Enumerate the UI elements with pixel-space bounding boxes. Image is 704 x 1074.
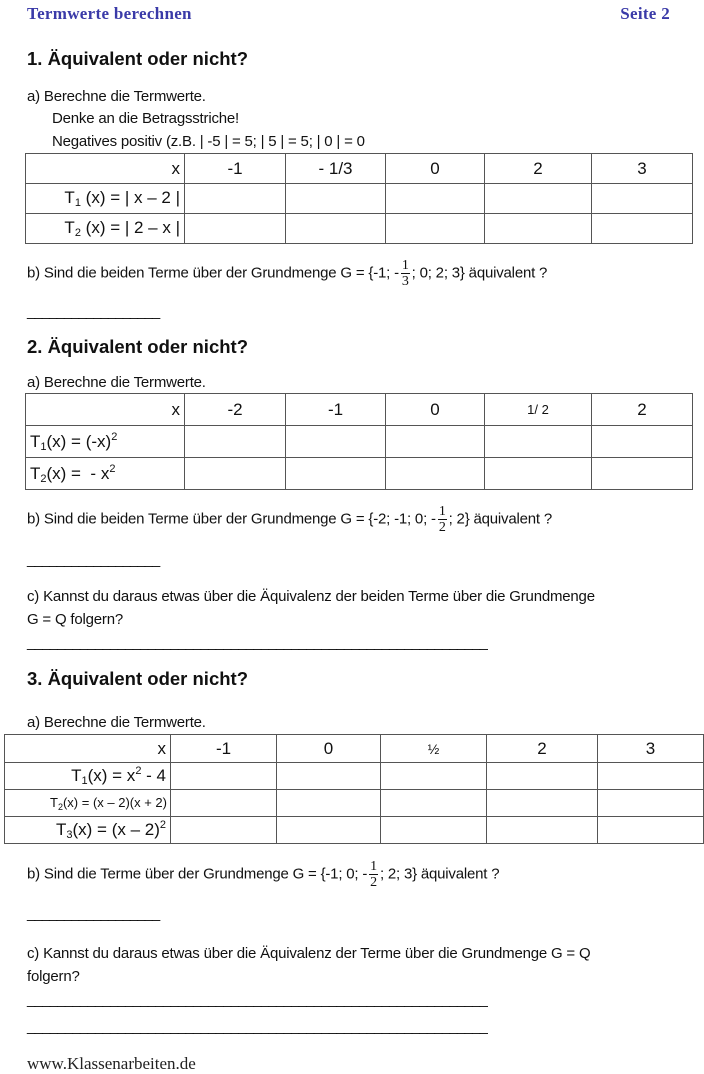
term-label	[5, 763, 171, 790]
task-1-a-label: a) Berechne die Termwerte.	[27, 88, 206, 105]
answer-cell[interactable]	[381, 790, 487, 817]
x-value: -2	[185, 394, 286, 426]
x-label: x	[26, 154, 185, 184]
x-value: 0	[277, 735, 381, 763]
answer-cell[interactable]	[381, 763, 487, 790]
answer-cell[interactable]	[286, 184, 386, 214]
term-name: T	[64, 188, 75, 207]
x-label: x	[5, 735, 171, 763]
term-label	[5, 817, 171, 844]
term-index: 1	[40, 440, 47, 453]
question-text: ; 2} äquivalent ?	[448, 510, 552, 528]
x-value: 2	[592, 394, 693, 426]
task-2-c-question-line-1: c) Kannst du daraus etwas über die Äquivalenz der beiden Terme über die Grundmenge	[27, 588, 595, 605]
answer-cell[interactable]	[185, 184, 286, 214]
term-name: T	[55, 820, 67, 839]
term-index: 2	[74, 227, 81, 239]
table-row	[26, 214, 693, 244]
answer-cell[interactable]	[386, 426, 485, 458]
x-value: 1/ 2	[485, 394, 592, 426]
term-expression-end: - 4	[141, 766, 166, 785]
answer-cell[interactable]	[487, 790, 598, 817]
term-expression: (x) = | x – 2 |	[80, 188, 180, 207]
task-3-heading: 3. Äquivalent oder nicht?	[27, 668, 248, 689]
answer-cell[interactable]	[592, 214, 693, 244]
answer-cell[interactable]	[487, 817, 598, 844]
task-3-b-question	[27, 859, 499, 890]
fraction-numerator: 1	[401, 258, 409, 273]
table-header-row	[26, 394, 693, 426]
x-value: 2	[485, 154, 592, 184]
task-3-a-label: a) Berechne die Termwerte.	[27, 714, 206, 731]
task-2-b-question	[27, 504, 552, 535]
answer-cell[interactable]	[171, 790, 277, 817]
term-index: 2	[57, 801, 63, 812]
term-expression: (x) = (-x)	[46, 431, 112, 451]
term-expression: (x) = | 2 – x |	[80, 218, 180, 237]
fraction-denominator: 2	[370, 875, 377, 890]
answer-line[interactable]: __________________	[27, 303, 160, 320]
term-name: T	[30, 463, 41, 483]
fraction	[401, 258, 410, 289]
term-expression: (x) = x	[87, 766, 136, 785]
answer-cell[interactable]	[592, 426, 693, 458]
answer-line[interactable]: __________________	[27, 551, 160, 568]
answer-cell[interactable]	[185, 458, 286, 490]
task-2-table	[25, 393, 693, 490]
x-value: ½	[381, 735, 487, 763]
answer-cell[interactable]	[171, 763, 277, 790]
term-index: 2	[40, 472, 47, 485]
term-name: T	[71, 766, 82, 785]
question-text: ; 2; 3} äquivalent ?	[379, 865, 500, 883]
answer-cell[interactable]	[286, 458, 386, 490]
x-value: -1	[171, 735, 277, 763]
answer-cell[interactable]	[598, 790, 704, 817]
answer-cell[interactable]	[485, 184, 592, 214]
answer-cell[interactable]	[386, 458, 485, 490]
fraction-numerator: 1	[370, 859, 377, 874]
x-value: 2	[487, 735, 598, 763]
answer-cell[interactable]	[277, 763, 381, 790]
task-2-heading: 2. Äquivalent oder nicht?	[27, 336, 248, 357]
term-label	[26, 184, 185, 214]
page-number: Seite 2	[620, 4, 670, 23]
fraction	[369, 859, 378, 890]
task-1-table	[25, 153, 693, 244]
x-value: -1	[185, 154, 286, 184]
answer-cell[interactable]	[185, 426, 286, 458]
task-3-c-question-line-2: folgern?	[27, 968, 80, 985]
term-expression: (x) = (x – 2)(x + 2)	[62, 794, 167, 810]
question-text: b) Sind die beiden Terme über der Grundmenge G = {-2; -1; 0; -	[27, 510, 436, 528]
fraction-denominator: 3	[401, 274, 409, 289]
term-index: 3	[66, 829, 73, 841]
answer-cell[interactable]	[592, 184, 693, 214]
term-name: T	[30, 431, 41, 451]
x-label: x	[26, 394, 185, 426]
answer-cell[interactable]	[171, 817, 277, 844]
answer-line[interactable]: _____________________________________________________________	[27, 634, 488, 651]
task-3-table	[4, 734, 704, 844]
task-1-hint-1: Denke an die Betragsstriche!	[52, 110, 240, 127]
x-value: 3	[592, 154, 693, 184]
x-value: 0	[386, 394, 485, 426]
answer-cell[interactable]	[592, 458, 693, 490]
table-header-row	[5, 735, 704, 763]
answer-cell[interactable]	[381, 817, 487, 844]
answer-cell[interactable]	[277, 817, 381, 844]
term-name: T	[64, 218, 75, 237]
question-text: b) Sind die Terme über der Grundmenge G = {-1; 0; -	[27, 865, 368, 883]
term-label	[5, 790, 171, 817]
answer-cell[interactable]	[485, 458, 592, 490]
x-value: 0	[386, 154, 485, 184]
term-exponent: 2	[159, 819, 166, 831]
answer-cell[interactable]	[386, 184, 485, 214]
answer-line[interactable]: _____________________________________________________________	[27, 991, 488, 1008]
answer-cell[interactable]	[485, 214, 592, 244]
term-label	[26, 214, 185, 244]
task-2-c-question-line-2: G = Q folgern?	[27, 611, 124, 628]
answer-cell[interactable]	[286, 214, 386, 244]
answer-cell[interactable]	[487, 763, 598, 790]
term-label	[26, 426, 185, 458]
task-1-b-question	[27, 258, 547, 289]
answer-cell[interactable]	[286, 426, 386, 458]
table-row	[5, 817, 704, 844]
table-row	[5, 763, 704, 790]
fraction-denominator: 2	[438, 520, 446, 535]
term-expression: (x) = - x	[46, 463, 110, 483]
answer-line[interactable]: __________________	[27, 905, 160, 922]
term-name: T	[50, 794, 58, 810]
x-value: 3	[598, 735, 704, 763]
answer-cell[interactable]	[277, 790, 381, 817]
term-expression: (x) = (x – 2)	[72, 820, 160, 839]
term-exponent: 2	[109, 462, 116, 475]
table-row	[26, 184, 693, 214]
answer-cell[interactable]	[386, 214, 485, 244]
table-row	[26, 458, 693, 490]
table-row	[5, 790, 704, 817]
answer-cell[interactable]	[485, 426, 592, 458]
table-row	[26, 426, 693, 458]
term-index: 1	[74, 197, 81, 209]
table-header-row	[26, 154, 693, 184]
term-label	[26, 458, 185, 490]
worksheet-title: Termwerte berechnen	[27, 4, 192, 23]
term-index: 1	[81, 775, 88, 787]
task-2-a-label: a) Berechne die Termwerte.	[27, 374, 206, 391]
fraction	[438, 504, 447, 535]
term-exponent: 2	[111, 430, 118, 443]
answer-cell[interactable]	[598, 763, 704, 790]
term-exponent: 2	[135, 765, 142, 777]
question-text: b) Sind die beiden Terme über der Grundmenge G = {-1; -	[27, 264, 399, 282]
x-value: -1	[286, 394, 386, 426]
answer-cell[interactable]	[185, 214, 286, 244]
task-3-c-question-line-1: c) Kannst du daraus etwas über die Äquivalenz der Terme über die Grundmenge G = Q	[27, 945, 591, 962]
task-1-hint-2: Negatives positiv (z.B. | -5 | = 5; | 5 | = 5; | 0 | = 0	[52, 133, 365, 150]
x-value: - 1/3	[286, 154, 386, 184]
fraction-numerator: 1	[438, 504, 446, 519]
task-1-heading: 1. Äquivalent oder nicht?	[27, 48, 248, 69]
footer-website: www.Klassenarbeiten.de	[27, 1054, 196, 1073]
answer-line[interactable]: _____________________________________________________________	[27, 1018, 488, 1035]
answer-cell[interactable]	[598, 817, 704, 844]
question-text: ; 0; 2; 3} äquivalent ?	[411, 264, 548, 282]
